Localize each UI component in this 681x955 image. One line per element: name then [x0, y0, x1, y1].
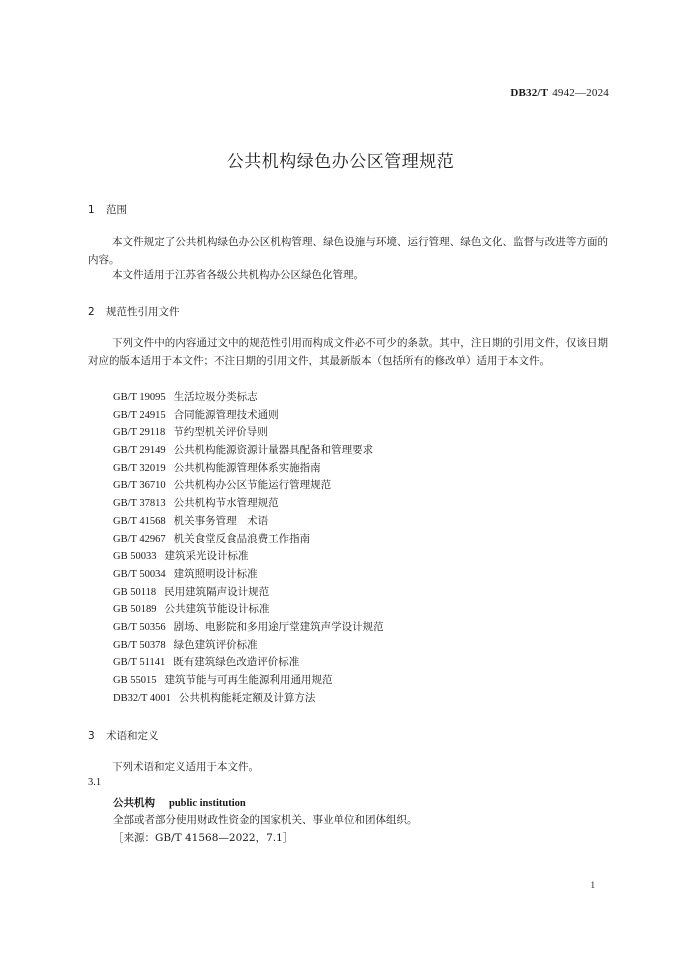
reference-title: 机关食堂反食品浪费工作指南 [173, 532, 311, 545]
document-title: 公共机构绿色办公区管理规范 [226, 152, 455, 172]
reference-item [113, 566, 384, 584]
reference-item [113, 601, 384, 619]
reference-item [113, 531, 384, 549]
reference-code: DB32/T 4001 [113, 692, 171, 704]
section-number: 1 [88, 204, 95, 216]
reference-item [113, 495, 384, 513]
reference-code: GB 55015 [113, 675, 157, 686]
reference-code: GB 50189 [113, 604, 157, 616]
reference-item [113, 407, 384, 425]
section-1-heading [88, 202, 127, 217]
section-title: 术语和定义 [106, 730, 159, 742]
reference-title: 机关事务管理 术语 [173, 514, 269, 527]
reference-list [113, 389, 384, 707]
reference-code: GB/T 42967 [113, 533, 166, 545]
term-en: public institution [169, 798, 246, 809]
reference-item [113, 460, 384, 478]
reference-title: 公共机构能源资源计量器具配备和管理要求 [173, 444, 374, 457]
reference-title: 公共建筑节能设计标准 [164, 603, 270, 616]
section-1-paragraph-1: 本文件规定了公共机构绿色办公区机构管理、绿色设施与环境、运行管理、绿色文化、监督与改进等方面的内容。 [88, 236, 608, 266]
reference-item [113, 654, 384, 672]
reference-title: 建筑采光设计标准 [164, 550, 249, 563]
reference-title: 公共机构能源管理体系实施指南 [173, 461, 321, 474]
standard-number: 4942—2024 [552, 87, 609, 99]
reference-item [113, 389, 384, 407]
section-3-paragraph-1: 下列术语和定义适用于本文件。 [112, 761, 259, 773]
term-zh: 公共机构 [113, 797, 155, 809]
term-heading [113, 795, 246, 810]
term-number: 3.1 [88, 777, 102, 788]
reference-code: GB/T 37813 [113, 498, 166, 510]
reference-code: GB/T 29118 [113, 427, 166, 439]
reference-item [113, 619, 384, 637]
reference-code: GB 50118 [113, 586, 157, 598]
reference-item [113, 690, 384, 708]
reference-item [113, 672, 384, 690]
reference-code: GB/T 51141 [113, 657, 166, 669]
reference-title: 民用建筑隔声设计规范 [164, 585, 270, 598]
reference-title: 既有建筑绿色改造评价标准 [173, 656, 300, 669]
reference-title: 公共机构办公区节能运行管理规范 [173, 479, 332, 492]
reference-item [113, 442, 384, 460]
standard-code [510, 87, 609, 99]
section-1-paragraph-2: 本文件适用于江苏省各级公共机构办公区绿色化管理。 [112, 269, 364, 281]
reference-code: GB/T 24915 [113, 409, 166, 421]
reference-code: GB/T 50034 [113, 568, 166, 580]
reference-code: GB/T 50378 [113, 639, 166, 651]
section-3-heading [88, 728, 159, 743]
reference-title: 建筑照明设计标准 [173, 567, 258, 580]
reference-item [113, 477, 384, 495]
reference-item [113, 424, 384, 442]
reference-code: GB/T 29149 [113, 445, 166, 457]
section-2-paragraph-1: 下列文件中的内容通过文中的规范性引用而构成文件必不可少的条款。其中，注日期的引用文件，仅该日期对应的版本适用于本文件；不注日期的引用文件，其最新版本（包括所有的修改单）适用于本文件。 [88, 337, 608, 367]
term-source: ［来源：GB/T 41568—2022，7.1］ [113, 832, 294, 844]
reference-item [113, 513, 384, 531]
reference-item [113, 637, 384, 655]
reference-code: GB 50033 [113, 551, 157, 563]
reference-code: GB/T 19095 [113, 392, 166, 403]
reference-title: 建筑节能与可再生能源利用通用规范 [164, 674, 333, 686]
term-definition: 全部或者部分使用财政性资金的国家机关、事业单位和团体组织。 [113, 814, 418, 826]
reference-title: 合同能源管理技术通则 [173, 408, 279, 421]
reference-item [113, 548, 384, 566]
reference-title: 生活垃圾分类标志 [173, 391, 258, 403]
page-number: 1 [590, 880, 595, 890]
section-title: 规范性引用文件 [106, 306, 180, 318]
section-number: 2 [88, 306, 95, 318]
reference-title: 公共机构能耗定额及计算方法 [178, 691, 316, 704]
reference-code: GB/T 32019 [113, 462, 166, 474]
reference-item [113, 584, 384, 602]
reference-title: 节约型机关评价导则 [173, 426, 268, 439]
reference-title: 绿色建筑评价标准 [173, 638, 258, 651]
section-2-heading [88, 304, 180, 319]
reference-title: 剧场、电影院和多用途厅堂建筑声学设计规范 [173, 620, 384, 633]
reference-code: GB/T 36710 [113, 480, 166, 492]
section-number: 3 [88, 730, 95, 742]
reference-title: 公共机构节水管理规范 [173, 497, 279, 510]
standard-prefix: DB32/T [510, 87, 549, 99]
reference-code: GB/T 41568 [113, 515, 166, 527]
section-title: 范围 [106, 204, 127, 216]
reference-code: GB/T 50356 [113, 621, 166, 633]
